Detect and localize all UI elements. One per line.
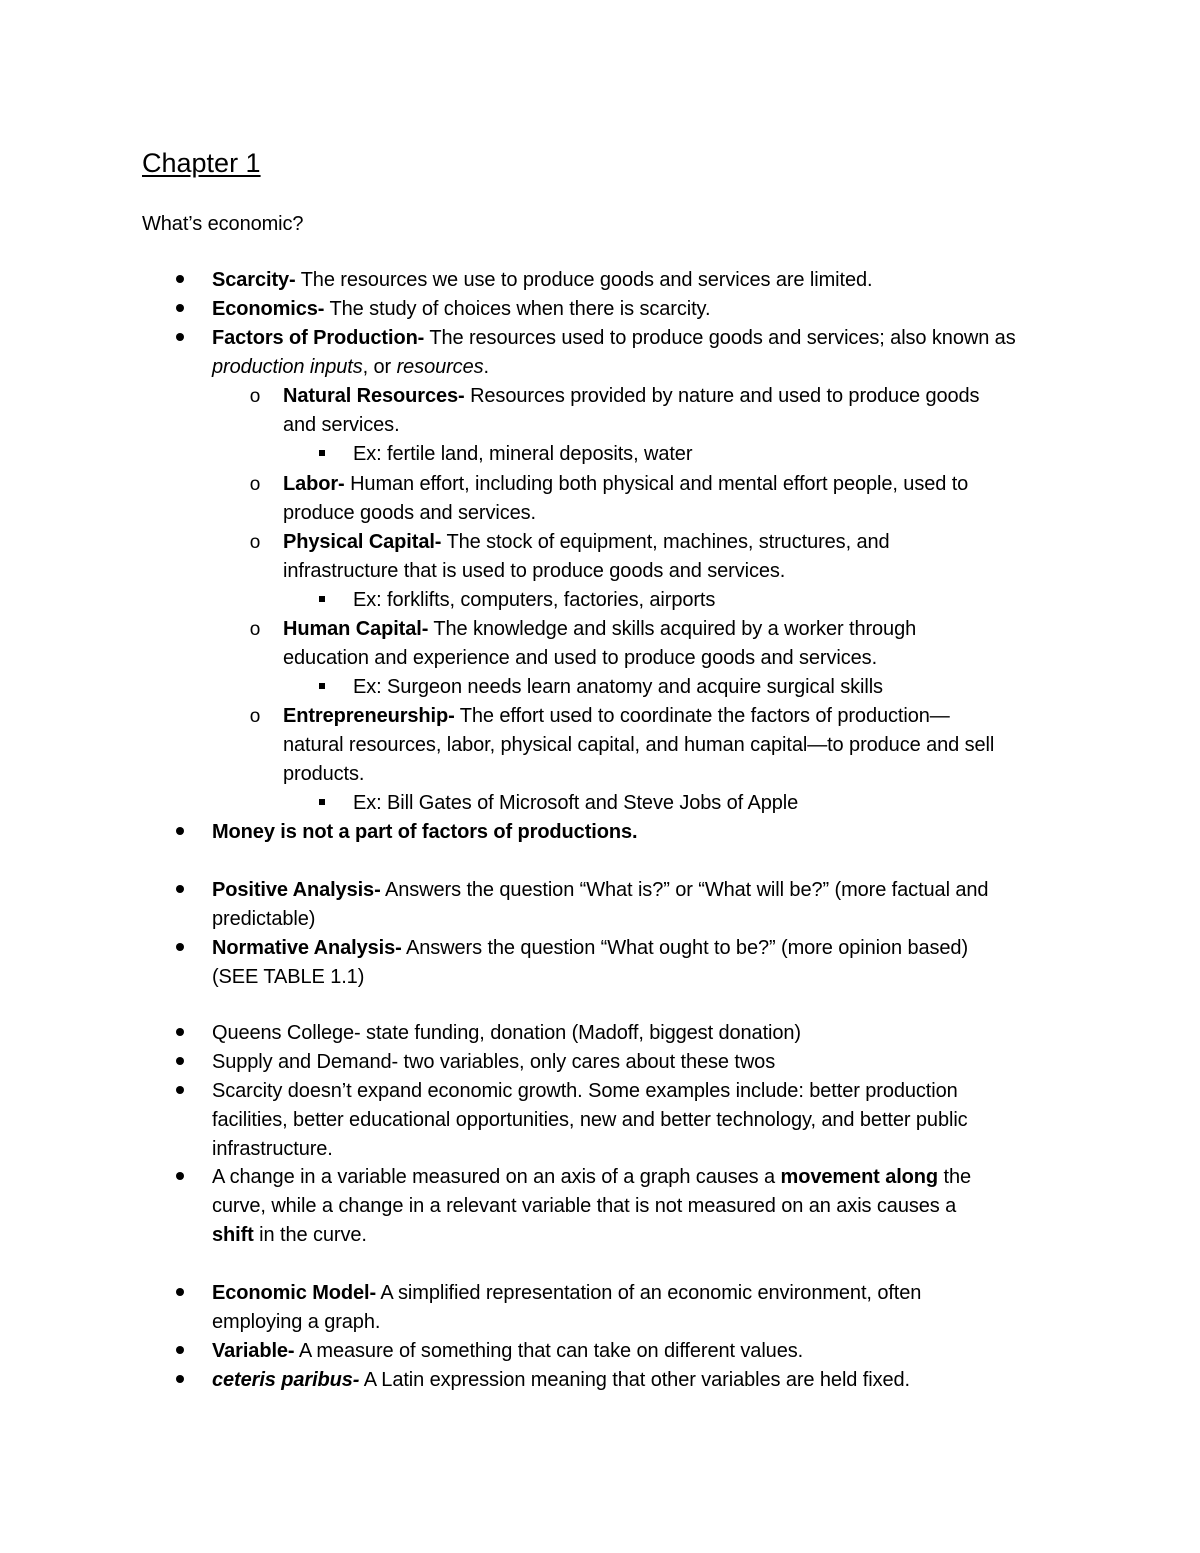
list-item-growth: Scarcity doesn’t expand economic growth. Some examples include: better production bbox=[212, 1080, 958, 1102]
subitem-entrepreneurship-cont: natural resources, labor, physical capital, and human capital—to produce and sell bbox=[283, 734, 995, 756]
list-item-variable: Variable- A measure of something that can take on different values. bbox=[212, 1340, 804, 1362]
list-item-money: Money is not a part of factors of productions. bbox=[212, 821, 638, 843]
list-item-normative-analysis-cont: (SEE TABLE 1.1) bbox=[212, 966, 365, 988]
list-item-economic-model: Economic Model- A simplified representation of an economic environment, often bbox=[212, 1282, 922, 1304]
subitem-physical-capital-cont: infrastructure that is used to produce goods and services. bbox=[283, 560, 786, 582]
subitem-human-capital-cont: education and experience and used to produce goods and services. bbox=[283, 647, 878, 669]
square-bullet-icon bbox=[312, 586, 332, 615]
circle-bullet-icon: o bbox=[249, 474, 261, 495]
bullet-icon bbox=[170, 1163, 190, 1192]
bullet-icon bbox=[170, 934, 190, 963]
list-item-factors: Factors of Production- The resources used to produce goods and services; also known as bbox=[212, 327, 1016, 349]
subitem-physical-capital: Physical Capital- The stock of equipment, machines, structures, and bbox=[283, 531, 890, 553]
bullet-icon bbox=[170, 1366, 190, 1395]
bullet-icon bbox=[170, 266, 190, 295]
page-title: Chapter 1 bbox=[142, 148, 261, 178]
bullet-icon bbox=[170, 1279, 190, 1308]
list-item-supply-demand: Supply and Demand- two variables, only cares about these twos bbox=[212, 1051, 776, 1073]
bullet-icon bbox=[170, 1337, 190, 1366]
bullet-icon bbox=[170, 1048, 190, 1077]
list-item-economic-model-cont: employing a graph. bbox=[212, 1311, 381, 1333]
bullet-icon bbox=[170, 1019, 190, 1048]
list-item-movement: A change in a variable measured on an axis of a graph causes a movement along the bbox=[212, 1166, 972, 1188]
bullet-icon bbox=[170, 876, 190, 905]
square-bullet-icon bbox=[312, 440, 332, 469]
subitem-natural-resources: Natural Resources- Resources provided by nature and used to produce goods bbox=[283, 385, 980, 407]
circle-bullet-icon: o bbox=[249, 706, 261, 727]
list-item-normative-analysis: Normative Analysis- Answers the question “What ought to be?” (more opinion based) bbox=[212, 937, 969, 959]
circle-bullet-icon: o bbox=[249, 619, 261, 640]
intro-question: What’s economic? bbox=[142, 213, 304, 235]
square-bullet-icon bbox=[312, 789, 332, 818]
list-item-positive-analysis: Positive Analysis- Answers the question “What is?” or “What will be?” (more factual and bbox=[212, 879, 989, 901]
bullet-icon bbox=[170, 324, 190, 353]
bullet-icon bbox=[170, 818, 190, 847]
example-physical-capital: Ex: forklifts, computers, factories, airports bbox=[353, 589, 716, 611]
list-item-scarcity: Scarcity- The resources we use to produce goods and services are limited. bbox=[212, 269, 873, 291]
square-bullet-icon bbox=[312, 673, 332, 702]
list-item-economics: Economics- The study of choices when there is scarcity. bbox=[212, 298, 711, 320]
subitem-entrepreneurship: Entrepreneurship- The effort used to coordinate the factors of production— bbox=[283, 705, 950, 727]
list-item-movement-cont: curve, while a change in a relevant variable that is not measured on an axis causes a bbox=[212, 1195, 957, 1217]
list-item-queens-college: Queens College- state funding, donation (Madoff, biggest donation) bbox=[212, 1022, 801, 1044]
circle-bullet-icon: o bbox=[249, 532, 261, 553]
example-human-capital: Ex: Surgeon needs learn anatomy and acquire surgical skills bbox=[353, 676, 883, 698]
subitem-labor: Labor- Human effort, including both physical and mental effort people, used to bbox=[283, 473, 969, 495]
bullet-icon bbox=[170, 1077, 190, 1106]
circle-bullet-icon: o bbox=[249, 386, 261, 407]
subitem-entrepreneurship-cont2: products. bbox=[283, 763, 365, 785]
example-natural-resources: Ex: fertile land, mineral deposits, water bbox=[353, 443, 693, 465]
list-item-positive-analysis-cont: predictable) bbox=[212, 908, 316, 930]
list-item-growth-cont: facilities, better educational opportunities, new and better technology, and better public bbox=[212, 1109, 968, 1131]
subitem-labor-cont: produce goods and services. bbox=[283, 502, 537, 524]
bullet-icon bbox=[170, 295, 190, 324]
list-item-movement-cont2: shift in the curve. bbox=[212, 1224, 367, 1246]
list-item-ceteris-paribus: ceteris paribus- A Latin expression meaning that other variables are held fixed. bbox=[212, 1369, 910, 1391]
list-item-growth-cont2: infrastructure. bbox=[212, 1138, 333, 1160]
list-item-factors-cont: production inputs, or resources. bbox=[212, 356, 489, 378]
subitem-natural-resources-cont: and services. bbox=[283, 414, 400, 436]
example-entrepreneurship: Ex: Bill Gates of Microsoft and Steve Jobs of Apple bbox=[353, 792, 799, 814]
subitem-human-capital: Human Capital- The knowledge and skills acquired by a worker through bbox=[283, 618, 917, 640]
